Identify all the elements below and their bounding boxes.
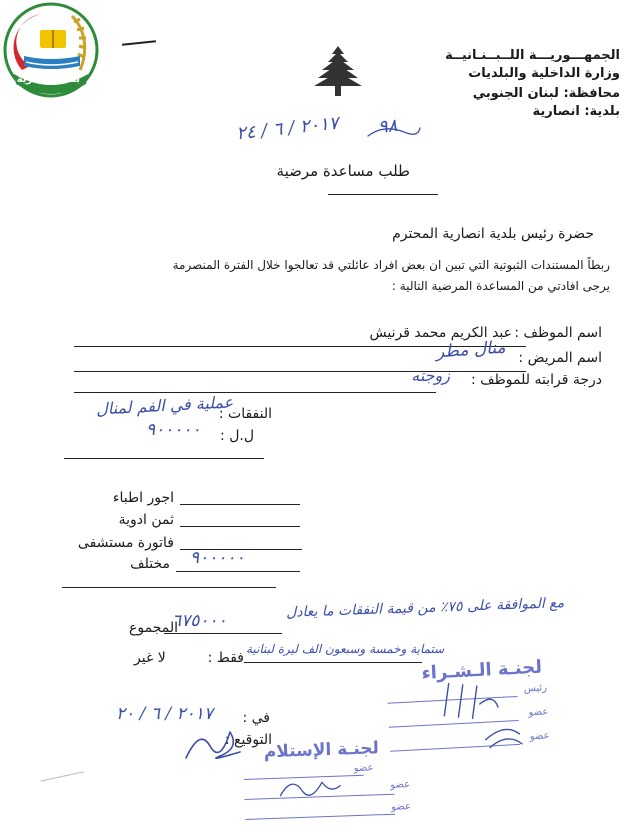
expenses-value: عملية في الفم لمنال bbox=[95, 392, 234, 419]
item-doctors-line bbox=[180, 504, 300, 505]
purchase-committee-title: لجنـة الـشـراء bbox=[421, 656, 543, 684]
municipality-logo bbox=[2, 0, 100, 100]
relation-underline bbox=[74, 392, 436, 393]
handwritten-loop-top bbox=[364, 122, 424, 148]
receipt-role-3: عضو bbox=[390, 801, 412, 813]
no-more-label: لا غير bbox=[134, 650, 166, 666]
patient-value: منال مطر bbox=[435, 337, 507, 363]
item-misc-label: مختلف bbox=[130, 556, 170, 572]
title-underline bbox=[328, 194, 438, 195]
item-medicine-line bbox=[180, 526, 300, 527]
patient-label: اسم المريض : bbox=[518, 350, 602, 366]
relation-value: زوجته bbox=[411, 366, 450, 385]
total-value: ٦٧٥٠٠٠ bbox=[172, 611, 227, 631]
date-value: ٢٠١٧ / ٦ / ٢٠ bbox=[116, 704, 214, 724]
header-republic: الجمهـــوريـــة اللــبــنـانيــة bbox=[445, 48, 620, 63]
handwritten-date-top: ٢٠١٧ / ٦ / ٢٤ bbox=[235, 112, 340, 145]
currency-label: ل.ل : bbox=[220, 428, 254, 444]
receipt-committee-title: لجنـة الإستلام bbox=[263, 738, 380, 763]
logo-text: بلدية انصارية bbox=[16, 74, 80, 85]
patient-underline bbox=[74, 371, 526, 372]
stray-mark bbox=[122, 40, 156, 46]
receipt-committee-stamp bbox=[233, 737, 426, 827]
document-title: طلب مساعدة مرضية bbox=[276, 162, 410, 180]
item-misc-line bbox=[176, 571, 300, 572]
receipt-signature bbox=[274, 767, 345, 809]
item-hospital-label: فاتورة مستشفى bbox=[77, 535, 174, 551]
employee-value: عبد الكريم محمد قرنيش bbox=[369, 325, 512, 341]
employee-label: اسم الموظف : bbox=[514, 325, 602, 341]
header-municipality: بلدية: انصارية bbox=[532, 104, 620, 119]
only-label: فقط : bbox=[207, 650, 244, 666]
only-underline bbox=[244, 662, 422, 663]
body-line-2: يرجى افادتي من المساعدة المرضية التالية : bbox=[391, 279, 610, 293]
body-line-1: ربطاً المستندات الثبوتية التي تبين ان بعض افراد عائلتي قد تعالجوا خلال الفترة المنصرمة bbox=[172, 258, 610, 272]
smudge-mark bbox=[40, 771, 83, 781]
item-misc-value: ٩٠٠٠٠٠ bbox=[190, 548, 245, 568]
receipt-role-2: عضو bbox=[390, 779, 411, 791]
items-total-line bbox=[62, 587, 276, 588]
handwritten-number-top: ٩٨ bbox=[376, 115, 399, 138]
expenses-label: النفقات : bbox=[218, 406, 272, 422]
item-medicine-label: ثمن ادوية bbox=[118, 512, 174, 528]
cedar-emblem bbox=[312, 44, 364, 100]
purchase-role-2: عضو bbox=[528, 706, 549, 719]
header-ministry: وزارة الداخلية والبلديات bbox=[468, 66, 620, 81]
approval-note: مع الموافقة على ٧٥٪ من قيمة النفقات ما يعادل bbox=[285, 595, 565, 621]
date-label: في : bbox=[242, 710, 270, 726]
relation-label: درجة قرابته للموظف : bbox=[470, 372, 602, 388]
purchase-role-3: عضو bbox=[529, 730, 550, 743]
total-label: المجموع bbox=[129, 620, 178, 636]
only-value: ستماية وخمسة وسبعون الف ليرة لبنانية bbox=[246, 642, 445, 656]
purchase-signature bbox=[432, 672, 526, 757]
receipt-line-3 bbox=[245, 814, 395, 820]
salutation: حضرة رئيس بلدية انصارية المحترم bbox=[392, 226, 594, 242]
item-doctors-label: اجور اطباء bbox=[112, 490, 174, 506]
purchase-role-1: رئيس bbox=[523, 682, 548, 695]
expenses-underline bbox=[64, 458, 264, 459]
receipt-role-1: عضو bbox=[353, 762, 374, 775]
header-governorate: محافظة: لبنان الجنوبي bbox=[472, 86, 620, 101]
signature-label: التوقيع : bbox=[224, 732, 272, 748]
total-underline bbox=[164, 633, 282, 634]
expenses-amount: ٩٠٠٠٠٠ bbox=[146, 420, 201, 440]
